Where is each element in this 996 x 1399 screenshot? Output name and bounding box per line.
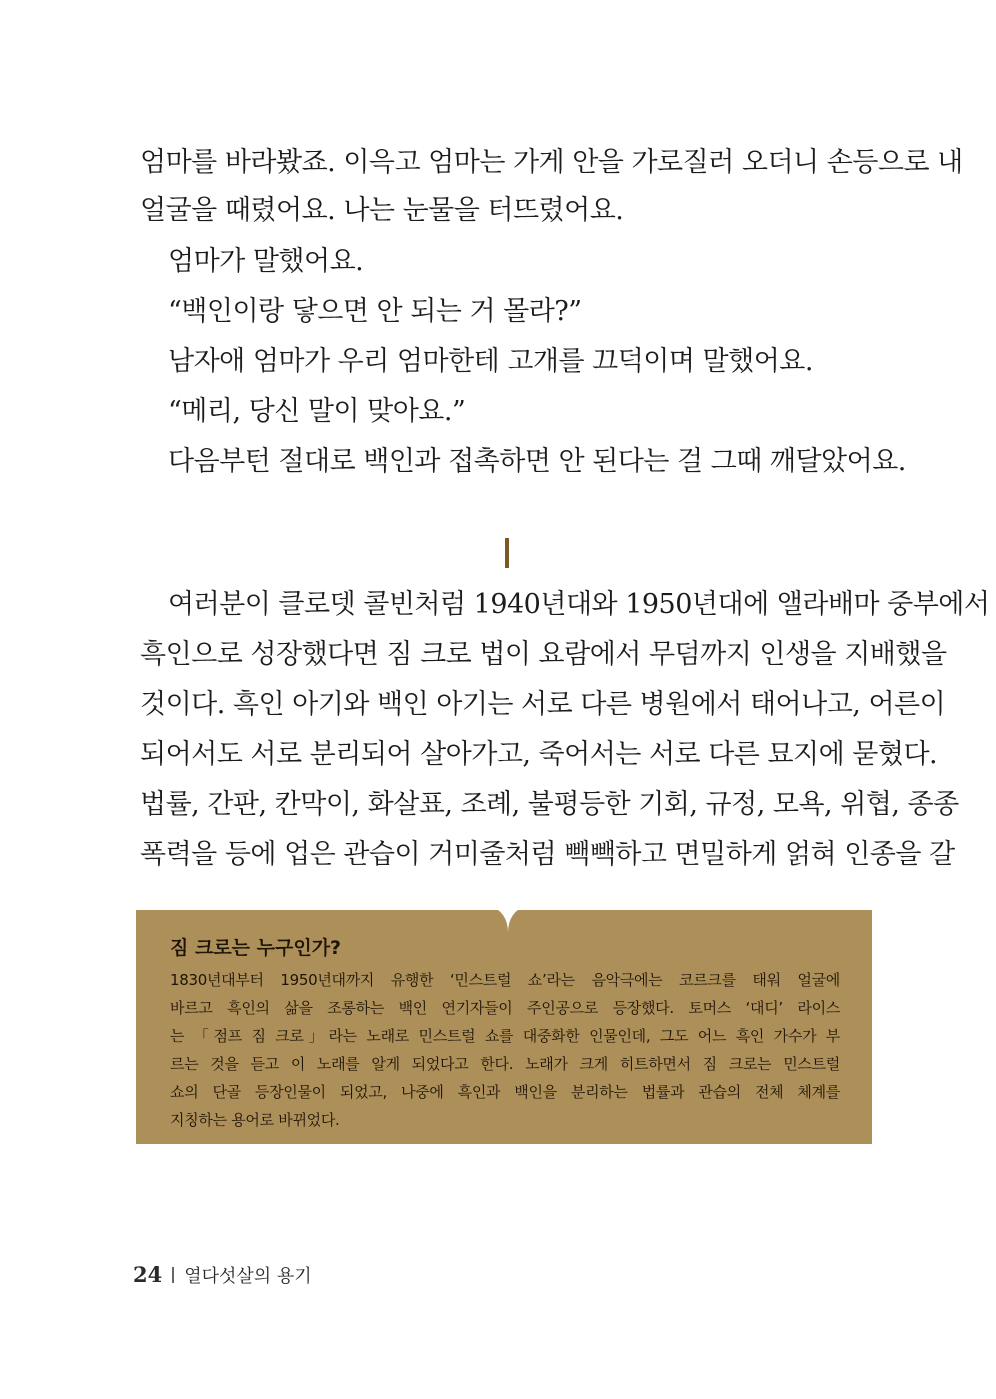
story-line-2: 얼굴을 때렸어요. 나는 눈물을 터뜨렸어요. xyxy=(140,195,624,226)
story-line-7: 다음부턴 절대로 백인과 접촉하면 안 된다는 걸 그때 깨달았어요. xyxy=(168,446,906,477)
bookmark-notch-icon xyxy=(488,905,528,933)
narrative-line-6: 폭력을 등에 업은 관습이 거미줄처럼 빽빽하고 면밀하게 얽혀 인종을 갈 xyxy=(140,839,955,870)
narrative-line-1: 여러분이 클로뎃 콜빈처럼 1940년대와 1950년대에 앨라배마 중부에서 xyxy=(168,589,990,620)
sidebar-line-5: 쇼의 단골 등장인물이 되었고, 나중에 흑인과 백인을 분리하는 법률과 관습의 전체 체계를 xyxy=(170,1083,840,1101)
story-line-1: 엄마를 바라봤죠. 이윽고 엄마는 가게 안을 가로질러 오더니 손등으로 내 xyxy=(140,147,963,178)
sidebar-line-3: 는 「점프 짐 크로」라는 노래로 민스트럴 쇼를 대중화한 인물인데, 그도 어느 흑인 가수가 부 xyxy=(170,1027,840,1045)
book-title: 열다섯살의 용기 xyxy=(184,1266,312,1287)
story-line-4: “백인이랑 닿으면 안 되는 거 몰라?” xyxy=(168,296,582,327)
story-line-5: 남자애 엄마가 우리 엄마한테 고개를 끄덕이며 말했어요. xyxy=(168,346,813,377)
story-line-6: “메리, 당신 말이 맞아요.” xyxy=(168,396,466,427)
narrative-line-5: 법률, 간판, 칸막이, 화살표, 조례, 불평등한 기회, 규정, 모욕, 위협, 종종 xyxy=(140,789,959,820)
narrative-line-3: 것이다. 흑인 아기와 백인 아기는 서로 다른 병원에서 태어나고, 어른이 xyxy=(140,689,946,720)
section-divider xyxy=(505,538,509,568)
sidebar-line-6: 지칭하는 용어로 바뀌었다. xyxy=(170,1111,340,1129)
footer-separator xyxy=(172,1267,174,1283)
sidebar-title: 짐 크로는 누구인가? xyxy=(170,937,342,959)
page-footer xyxy=(133,1262,312,1288)
story-line-3: 엄마가 말했어요. xyxy=(168,246,364,277)
sidebar-line-2: 바르고 흑인의 삶을 조롱하는 백인 연기자들이 주인공으로 등장했다. 토머스 ‘대디’ 라이스 xyxy=(170,999,840,1017)
page-number: 24 xyxy=(133,1262,163,1287)
narrative-line-2: 흑인으로 성장했다면 짐 크로 법이 요람에서 무덤까지 인생을 지배했을 xyxy=(140,639,947,670)
sidebar-line-1: 1830년대부터 1950년대까지 유행한 ‘민스트럴 쇼’라는 음악극에는 코르크를 태워 얼굴에 xyxy=(170,971,840,989)
sidebar-line-4: 르는 것을 듣고 이 노래를 알게 되었다고 한다. 노래가 크게 히트하면서 짐 크로는 민스트럴 xyxy=(170,1055,840,1073)
narrative-line-4: 되어서도 서로 분리되어 살아가고, 죽어서는 서로 다른 묘지에 묻혔다. xyxy=(140,739,938,770)
